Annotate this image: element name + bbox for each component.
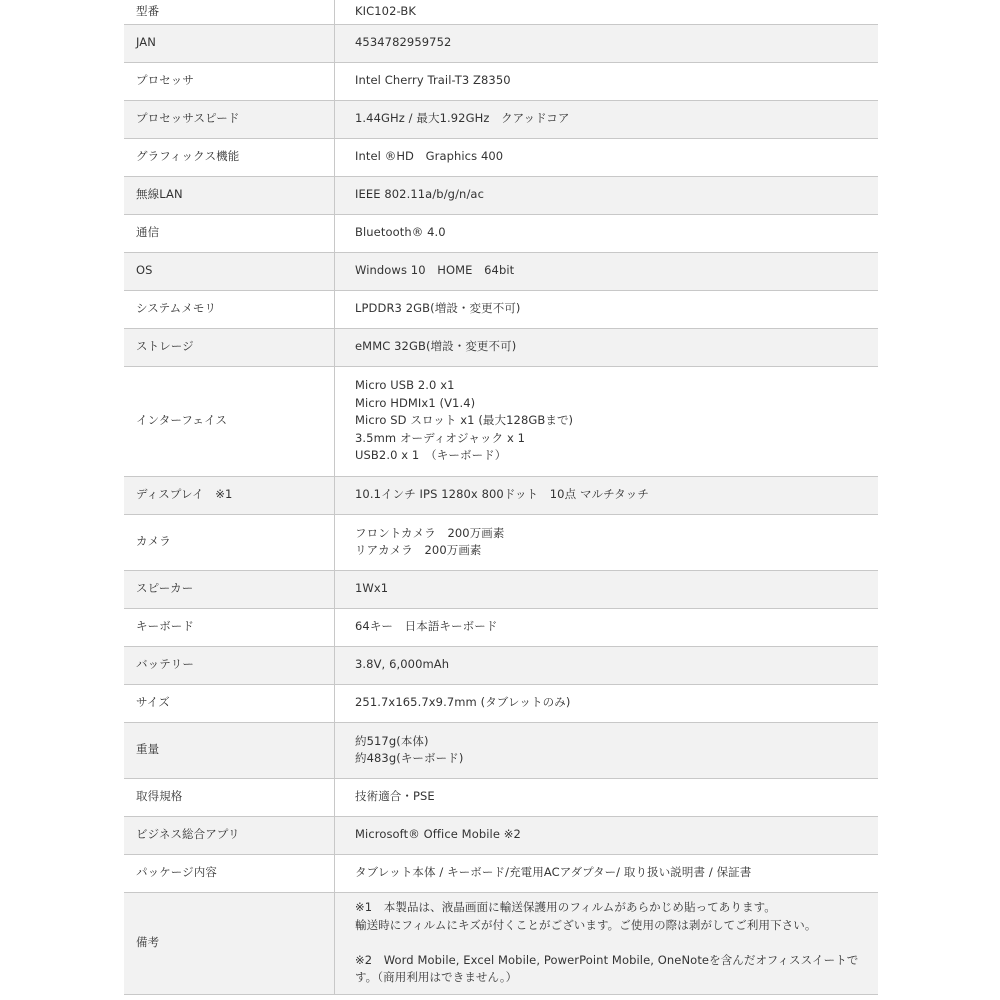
spec-value <box>335 0 879 24</box>
table-row <box>124 0 878 24</box>
spec-value-line: eMMC 32GB(増設・変更不可) <box>355 339 517 354</box>
spec-label: バッテリー <box>124 646 335 684</box>
table-row <box>124 608 878 646</box>
spec-value <box>335 214 879 252</box>
table-row <box>124 684 878 722</box>
spec-label: パッケージ内容 <box>124 854 335 892</box>
spec-value-line: Micro HDMIx1 (V1.4) <box>355 395 476 410</box>
spec-value <box>335 24 879 62</box>
table-row <box>124 722 878 778</box>
spec-value <box>335 816 879 854</box>
spec-value-line: Micro SD スロット x1 (最大128GBまで) <box>355 413 574 428</box>
spec-label: キーボード <box>124 608 335 646</box>
spec-value <box>335 366 879 476</box>
spec-value-line: ※2 Word Mobile, Excel Mobile, PowerPoint Mobile, OneNoteを含んだオフィススイートです。（商用利用はできません。） <box>355 952 859 985</box>
spec-value-line: 10.1インチ IPS 1280x 800ドット 10点 マルチタッチ <box>355 487 649 502</box>
spec-value <box>335 476 879 514</box>
spec-value-line: Microsoft® Office Mobile ※2 <box>355 827 521 842</box>
table-row <box>124 62 878 100</box>
spec-value-line: 3.5mm オーディオジャック x 1 <box>355 430 526 445</box>
spec-value <box>335 646 879 684</box>
spec-value-line: KIC102-BK <box>355 4 416 18</box>
spec-label: 通信 <box>124 214 335 252</box>
spec-label: 取得規格 <box>124 778 335 816</box>
table-row <box>124 476 878 514</box>
spec-value <box>335 290 879 328</box>
table-row <box>124 892 878 994</box>
table-row <box>124 138 878 176</box>
spec-label: 重量 <box>124 722 335 778</box>
spec-value <box>335 722 879 778</box>
spec-value-line: Windows 10 HOME 64bit <box>355 263 515 278</box>
spec-value-line: 64キー 日本語キーボード <box>355 619 498 634</box>
spec-value <box>335 778 879 816</box>
spec-value <box>335 328 879 366</box>
table-row <box>124 816 878 854</box>
spec-value-line: 1.44GHz / 最大1.92GHz クアッドコア <box>355 111 570 126</box>
table-row <box>124 514 878 570</box>
table-row <box>124 646 878 684</box>
spec-table-body <box>124 0 878 994</box>
table-row <box>124 290 878 328</box>
spec-value-line: 3.8V, 6,000mAh <box>355 657 450 672</box>
table-row <box>124 252 878 290</box>
spec-value-line: 約483g(キーボード) <box>355 751 464 765</box>
spec-value-line: 1Wx1 <box>355 581 389 596</box>
spec-value <box>335 252 879 290</box>
spec-value-line: 4534782959752 <box>355 35 452 50</box>
table-row <box>124 100 878 138</box>
spec-value <box>335 62 879 100</box>
spec-value-line: 251.7x165.7x9.7mm (タブレットのみ) <box>355 695 571 710</box>
table-row <box>124 214 878 252</box>
spec-label: JAN <box>124 24 335 62</box>
spec-value-line: 輸送時にフィルムにキズが付くことがございます。ご使用の際は剥がしてご利用下さい。 <box>355 917 817 932</box>
table-row <box>124 176 878 214</box>
spec-label: プロセッサスピード <box>124 100 335 138</box>
spec-label: ストレージ <box>124 328 335 366</box>
spec-label: 無線LAN <box>124 176 335 214</box>
table-row <box>124 366 878 476</box>
spec-value <box>335 608 879 646</box>
spec-value-line: ※1 本製品は、液晶画面に輸送保護用のフィルムがあらかじめ貼ってあります。 <box>355 900 776 915</box>
spec-value-line: Micro USB 2.0 x1 <box>355 378 455 393</box>
spec-label: カメラ <box>124 514 335 570</box>
spec-label: 備考 <box>124 892 335 994</box>
spec-value-line: タブレット本体 / キーボード/充電用ACアダプター/ 取り扱い説明書 / 保証書 <box>355 865 752 880</box>
spec-value-line: フロントカメラ 200万画素 <box>355 525 505 540</box>
table-row <box>124 854 878 892</box>
spec-label: インターフェイス <box>124 366 335 476</box>
spec-value <box>335 100 879 138</box>
spec-table <box>124 0 878 995</box>
spec-value <box>335 570 879 608</box>
spec-label: スピーカー <box>124 570 335 608</box>
spec-label: 型番 <box>124 0 335 24</box>
spec-value-line: リアカメラ 200万画素 <box>355 543 482 557</box>
spec-value-line: IEEE 802.11a/b/g/n/ac <box>355 187 484 202</box>
spec-value <box>335 684 879 722</box>
table-row <box>124 570 878 608</box>
table-row <box>124 24 878 62</box>
spec-value <box>335 138 879 176</box>
spec-value <box>335 176 879 214</box>
spec-label: OS <box>124 252 335 290</box>
table-row <box>124 328 878 366</box>
spec-label: システムメモリ <box>124 290 335 328</box>
spec-label: サイズ <box>124 684 335 722</box>
spec-value-line: Intel ®HD Graphics 400 <box>355 149 504 164</box>
spec-value-line: 技術適合・PSE <box>355 789 435 804</box>
spec-value-line <box>355 934 878 952</box>
spec-label: プロセッサ <box>124 62 335 100</box>
spec-value <box>335 514 879 570</box>
spec-value-line: LPDDR3 2GB(増設・変更不可) <box>355 301 521 316</box>
spec-value-line: 約517g(本体) <box>355 733 429 748</box>
spec-value-line: Intel Cherry Trail-T3 Z8350 <box>355 73 511 88</box>
spec-label: ディスプレイ ※1 <box>124 476 335 514</box>
spec-value-line: Bluetooth® 4.0 <box>355 225 446 240</box>
table-row <box>124 778 878 816</box>
spec-value <box>335 854 879 892</box>
spec-value <box>335 892 879 994</box>
spec-label: ビジネス総合アプリ <box>124 816 335 854</box>
spec-label: グラフィックス機能 <box>124 138 335 176</box>
spec-value-line: USB2.0 x 1 （キーボード） <box>355 448 507 463</box>
